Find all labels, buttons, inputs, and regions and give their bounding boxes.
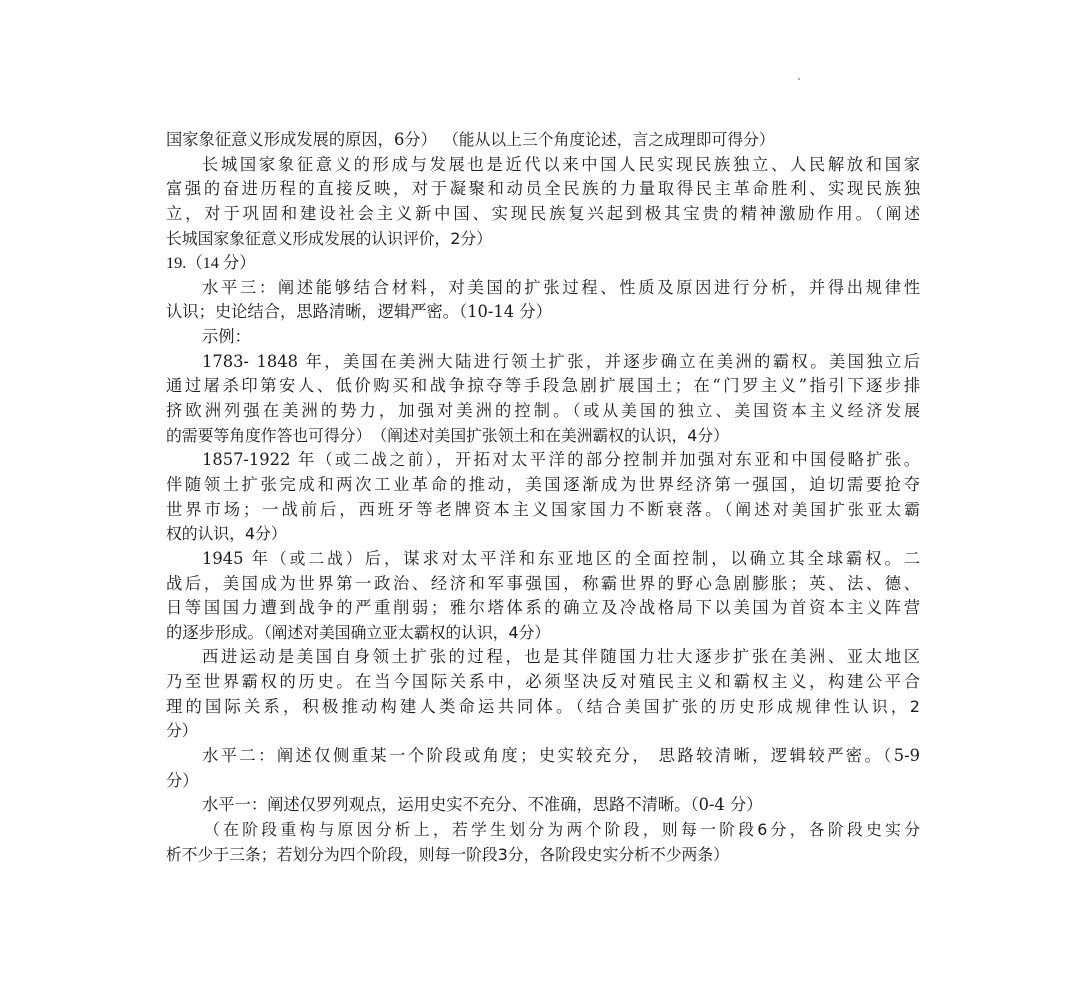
example-label: 示例：: [202, 327, 251, 347]
question-number: 19.（14 分）: [166, 253, 256, 273]
text-line: 的逐步形成。（阐述对美国确立亚太霸权的认识，4分）: [166, 622, 551, 642]
text-line: 乃至世界霸权的历史。在当今国际关系中，必须坚决反对殖民主义和霸权主义，构建公平合: [166, 672, 920, 692]
text-line: 通过屠杀印第安人、低价购买和战争掠夺等手段急剧扩展国土；在“门罗主义”指引下逐步排: [166, 376, 920, 396]
text-line: 理的国际关系，积极推动构建人类命运共同体。（结合美国扩张的历史形成规律性认识，2: [166, 696, 920, 716]
text-line: 分）: [166, 721, 198, 741]
text-line: 的需要等角度作答也可得分） （阐述对美国扩张领土和在美洲霸权的认识，4分）: [166, 425, 729, 445]
text-line: 国家象征意义形成发展的原因，6分） （能从以上三个角度论述，言之成理即可得分）: [166, 130, 775, 149]
text-line: 世界市场；一战前后，西班牙等老牌资本主义国家国力不断衰落。（阐述对美国扩张亚太霸: [166, 499, 920, 519]
text-line: 长城国家象征意义的形成与发展也是近代以来中国人民实现民族独立、人民解放和国家: [202, 154, 920, 174]
text-line: 1945 年（或二战）后，谋求对太平洋和东亚地区的全面控制，以确立其全球霸权。二: [202, 548, 920, 568]
level-two-heading: 水平二：阐述仅侧重某一个阶段或角度；史实较充分， 思路较清晰，逻辑较严密。（5-9: [202, 746, 920, 766]
text-line: 分）: [166, 770, 199, 790]
text-line: 日等国国力遭到战争的严重削弱；雅尔塔体系的确立及冷战格局下以美国为首资本主义阵营: [166, 598, 920, 618]
scoring-note: （在阶段重构与原因分析上，若学生划分为两个阶段，则每一阶段6分，各阶段史实分: [204, 819, 920, 839]
text-line: 认识；史论结合，思路清晰，逻辑严密。（10-14 分）: [166, 302, 552, 322]
text-line: 伴随领土扩张完成和两次工业革命的推动，美国逐渐成为世界经济第一强国，迫切需要抢夺: [166, 474, 920, 494]
text-line: 1783- 1848 年，美国在美洲大陆进行领土扩张，并逐步确立在美洲的霸权。美国独立后: [202, 351, 920, 371]
text-line: 战后，美国成为世界第一政治、经济和军事强国，称霸世界的野心急剧膨胀；英、法、德、: [166, 573, 920, 593]
scoring-note: 析不少于三条；若划分为四个阶段，则每一阶段3分，各阶段史实分析不少两条）: [166, 844, 729, 864]
text-line: 立，对于巩固和建设社会主义新中国、实现民族复兴起到极其宝贵的精神激励作用。（阐述: [166, 203, 920, 223]
text-line: 1857-1922 年（或二战之前），开拓对太平洋的部分控制并加强对东亚和中国侵略扩张。: [202, 450, 920, 470]
text-line: 富强的奋进历程的直接反映，对于凝聚和动员全民族的力量取得民主革命胜利、实现民族独: [166, 179, 920, 199]
text-line: 长城国家象征意义形成发展的认识评价，2分）: [166, 228, 492, 248]
level-one-heading: 水平一：阐述仅罗列观点，运用史实不充分、不准确，思路不清晰。（0-4 分）: [202, 795, 763, 815]
answer-text: [166, 128, 920, 867]
level-three-heading: 水平三：阐述能够结合材料，对美国的扩张过程、性质及原因进行分析，并得出规律性: [202, 277, 920, 297]
scan-speck: [798, 78, 800, 80]
text-line: 挤欧洲列强在美洲的势力，加强对美洲的控制。（或从美国的独立、美国资本主义经济发展: [166, 401, 920, 421]
text-line: 权的认识，4分）: [166, 524, 287, 544]
text-line: 西进运动是美国自身领土扩张的过程，也是其伴随国力壮大逐步扩张在美洲、亚太地区: [202, 647, 920, 667]
